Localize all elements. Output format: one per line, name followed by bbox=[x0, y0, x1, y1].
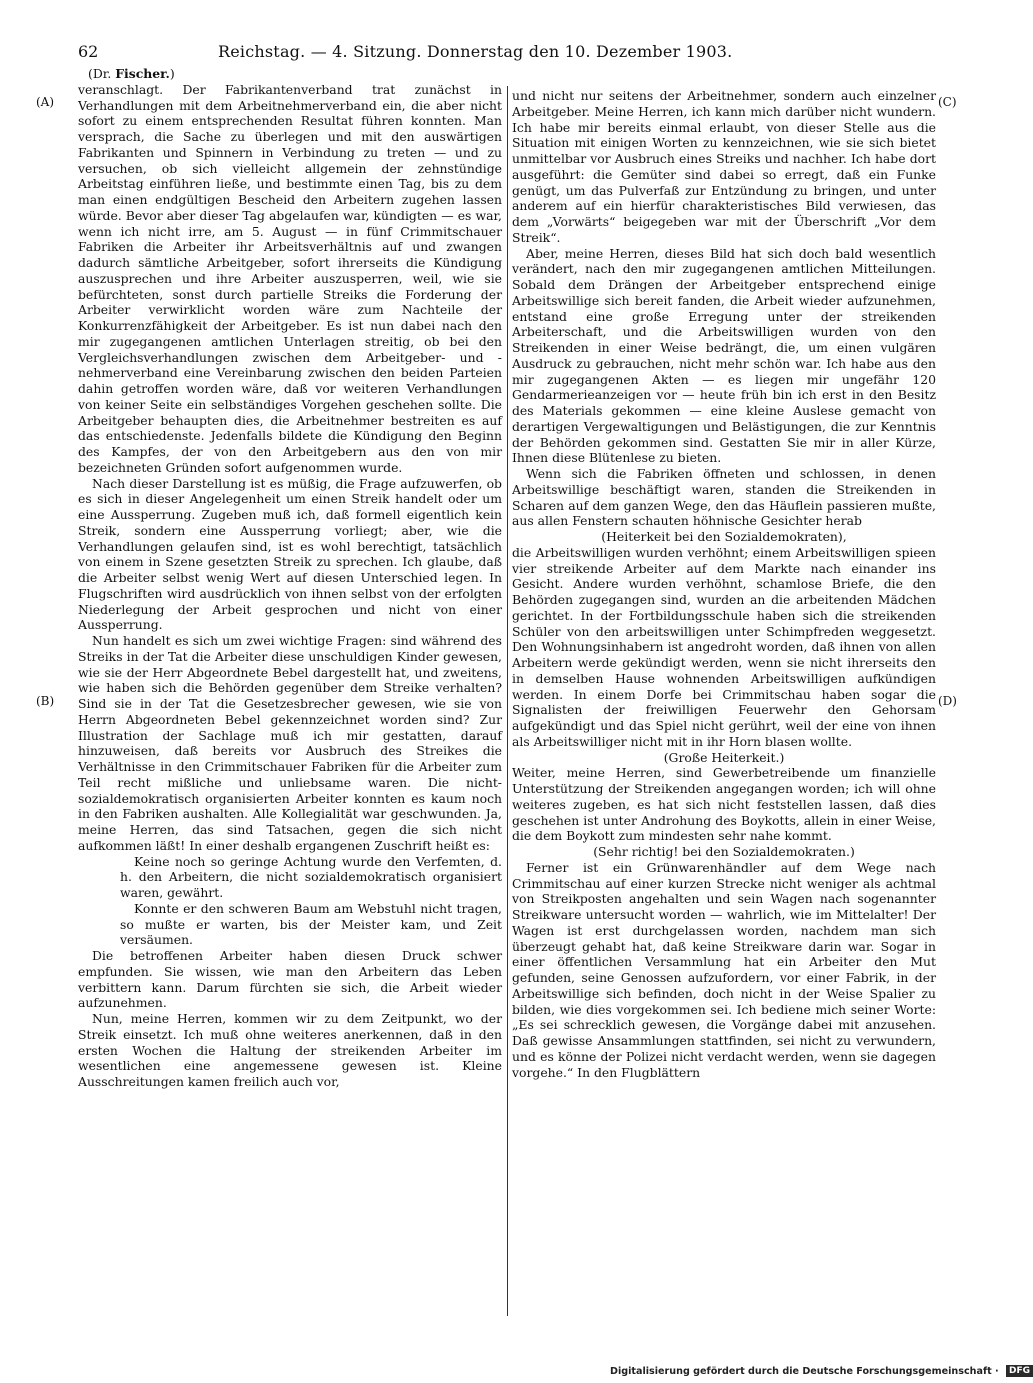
paragraph: Ferner ist ein Grünwarenhändler auf dem Wege nach Crimmitschau auf einer kurzen Strecke nicht weniger als achtmal von Streikposten angehalten und sein Wagen nach sogenannter Streikware untersucht worden — wahrlich, wie im Mittelalter! Der Wagen ist erst durchgelassen worden, nachdem man sich überzeugt gehabt hat, daß keine Streikware darin war. Sogar in einer öffentlichen Versammlung hat ein Arbeiter den Mut gefunden, seine Genossen aufzufordern, vor einer Fabrik, in der Arbeitswillige sich befinden, doch nicht in der Weise Spalier zu bilden, wie dies vorgekommen sei. Ich bediene mich seiner Worte: „Es sei schrecklich gewesen, die Vorgänge dabei mit anzusehen. Daß gewisse Ansammlungen stattfinden, sei nicht zu verwundern, und es könne der Polizei nicht verdacht werden, wenn sie dagegen vorgehe.“ In den Flugblättern bbox=[512, 859, 936, 1080]
margin-marker-d: (D) bbox=[938, 694, 957, 708]
column-divider bbox=[507, 86, 508, 1316]
left-column bbox=[78, 66, 502, 1090]
paragraph: Nun, meine Herren, kommen wir zu dem Zeitpunkt, wo der Streik einsetzt. Ich muß ohne weiteres anerkennen, daß in den ersten Wochen die Haltung der streikenden Arbeiter im wesentlichen eine angemessene gewesen ist. Kleine Ausschreitungen kamen freilich auch vor, bbox=[78, 1011, 502, 1089]
margin-marker-a: (A) bbox=[36, 95, 55, 109]
credit-text: Digitalisierung gefördert durch die Deutsche Forschungsgemeinschaft · bbox=[610, 1366, 999, 1377]
digitization-credit bbox=[610, 1365, 1031, 1379]
paragraph: Nach dieser Darstellung ist es müßig, die Frage aufzuwerfen, ob es sich in dieser Angelegenheit um einen Streik handelt oder um eine Aussperrung. Zugeben muß ich, daß formell eigentlich kein Streik, sondern eine Aussperrung vorliegt; aber, wie die Verhandlungen gelaufen sind, ist es wohl berechtigt, tatsächlich von einem in Szene gesetzten Streik zu sprechen. Ich glaube, daß die Arbeiter selbst wenig Wert auf diesen Unterschied legen. In Flugschriften wird ausdrücklich von ihnen selbst von der erfolgten Niederlegung der Arbeit gesprochen und nicht von einer Aussperrung. bbox=[78, 475, 502, 633]
paragraph: Aber, meine Herren, dieses Bild hat sich doch bald wesentlich verändert, nach den mir zugegangenen amtlichen Mitteilungen. Sobald dem Drängen der Arbeitgeber entsprechend einige Arbeitswillige sich bereit fanden, die Arbeit wieder aufzunehmen, entstand eine große Erregung unter der streikenden Arbeiterschaft, und die Arbeitswilligen wurden von den Streikenden in einer Weise bedrängt, die, um einen vulgären Ausdruck zu gebrauchen, nicht mehr schön war. Ich habe aus den mir zugegangenen Akten — es liegen mir ungefähr 120 Gendarmerieanzeigen vor — heute früh bin ich erst in den Besitz des Materials gekommen — eine kleine Auslese gemacht von derartigen Vergewaltigungen und Belästigungen, die zur Kenntnis der Behörden gekommen sind. Gestatten Sie mir in aller Kürze, Ihnen diese Blütenlese zu bieten. bbox=[512, 245, 936, 466]
interjection: (Heiterkeit bei den Sozialdemokraten), bbox=[601, 529, 847, 544]
margin-marker-c: (C) bbox=[938, 95, 957, 109]
speaker-label: (Dr. Fischer.) bbox=[88, 66, 175, 81]
paragraph: und nicht nur seitens der Arbeitnehmer, sondern auch einzelner Arbeitgeber. Meine Herren, ich kann mich darüber nicht wundern. Ich habe mir bereits einmal erlaubt, von dieser Stelle aus die Situation mit einigen Worten zu kennzeichnen, wie sie sich bietet unmittelbar vor Ausbruch eines Streiks und nachher. Ich habe dort ausgeführt: die Gemüter sind dabei so erregt, daß ein Funke genügt, um das Pulverfaß zur Entzündung zu bringen, und unter anderem auf ein hierfür charakteristisches Bild verwiesen, das dem „Vorwärts“ beigegeben war mit der Überschrift „Vor dem Streik“. bbox=[512, 88, 936, 245]
quotation: Keine noch so geringe Achtung wurde den Verfemten, d. h. den Arbeitern, die nicht sozialdemokratisch organisiert waren, gewährt. bbox=[120, 853, 502, 900]
quotation: Konnte er den schweren Baum am Webstuhl nicht tragen, so mußte er warten, bis der Meister kam, und Zeit versäumen. bbox=[120, 900, 502, 948]
running-head: Reichstag. — 4. Sitzung. Donnerstag den 10. Dezember 1903. bbox=[218, 42, 733, 61]
dfg-logo-icon: DFG bbox=[1006, 1365, 1033, 1377]
margin-marker-b: (B) bbox=[36, 694, 55, 708]
interjection: (Große Heiterkeit.) bbox=[663, 749, 785, 765]
paragraph: Die betroffenen Arbeiter haben diesen Druck schwer empfunden. Sie wissen, wie man den Arbeitern das Leben verbittern kann. Darum fürchten sie sich, die Arbeit wieder aufzunehmen. bbox=[78, 948, 502, 1011]
speaker-name: Fischer. bbox=[115, 66, 170, 81]
paragraph: Nun handelt es sich um zwei wichtige Fragen: sind während des Streiks in der Tat die Arbeiter diese unschuldigen Kinder gewesen, wie sie der Herr Abgeordnete Bebel dargestellt hat, und zweitens, wie haben sich die Behörden gegenüber dem Streike verhalten? Sind sie in der Tat die Gesetzesbrecher gewesen, wie sie von Herrn Abgeordneten Bebel gekennzeichnet worden sind? Zur Illustration der Sachlage muß ich mir gestatten, darauf hinzuweisen, daß bereits vor Ausbruch des Streikes die Verhältnisse in den Crimmitschauer Fabriken für die Arbeiter zum Teil recht mißliche und unliebsame waren. Die nicht-sozialdemokratisch organisierten Arbeiter konnten es kaum noch in den Fabriken aushalten. Alle Kollegialität war geschwunden. Ja, meine Herren, das sind Tatsachen, gegen die sich nicht aufkommen läßt! In einer deshalb ergangenen Zuschrift heißt es: bbox=[78, 633, 502, 853]
paragraph: die Arbeitswilligen wurden verhöhnt; einem Arbeitswilligen spieen vier streikende Arbeiter auf dem Markte nach einander ins Gesicht. Andere wurden verhöhnt, schamlose Briefe, die den Behörden zugegangen sind, wurden an die arbeitenden Mädchen gerichtet. In der Fortbildungsschule haben sich die streikenden Schüler von den arbeitswilligen unter Schimpfreden weggesetzt. Den Wohnungsinhabern ist angedroht worden, daß ihnen von allen Arbeitern werde gekündigt werden, wenn sie nicht ihrerseits den in demselben Hause wohnenden Arbeitswilligen aufkündigen werden. In einem Dorfe bei Crimmitschau haben sogar die Signalisten der freiwilligen Feuerwehr den Gehorsam aufgekündigt und das Spiel nicht gerührt, weil der eine von ihnen als Arbeitswilliger nicht mit in ihr Horn blasen wollte. bbox=[512, 544, 936, 749]
page-number: 62 bbox=[78, 42, 99, 61]
paragraph: Weiter, meine Herren, sind Gewerbetreibende um finanzielle Unterstützung der Streikenden angegangen worden; ich will ohne weiteres zugeben, es hat sich nicht feststellen lassen, daß dies geschehen ist unter Androhung des Boykotts, allein in einer Weise, die dem Boykott zum mindesten sehr nahe kommt. bbox=[512, 765, 936, 844]
right-column bbox=[512, 88, 936, 1080]
interjection: (Sehr richtig! bei den Sozialdemokraten.) bbox=[593, 844, 855, 859]
paragraph: Wenn sich die Fabriken öffneten und schlossen, in denen Arbeitswillige beschäftigt waren, standen die Streikenden in Scharen auf dem ganzen Wege, den das Häuflein passieren mußte, aus allen Fenstern schauten höhnische Gesichter herab bbox=[512, 466, 936, 529]
paragraph: veranschlagt. Der Fabrikantenverband trat zunächst in Verhandlungen mit dem Arbeitnehmerverband ein, die aber nicht sofort zu einem entsprechenden Resultat führen konnten. Man versprach, die Sache zu überlegen und mit den auswärtigen Fabrikanten und Spinnern in Verbindung zu treten — und zu versuchen, ob sich vielleicht allgemein der zehnstündige Arbeitstag einführen ließe, und bestimmte einen Tag, bis zu dem man einen endgültigen Bescheid den Arbeitern zugehen lassen würde. Bevor aber dieser Tag abgelaufen war, kündigten — es war, wenn ich nicht irre, am 5. August — in fünf Crimmitschauer Fabriken die Arbeiter ihr Arbeitsverhältnis auf und zwangen dadurch sämtliche Arbeitgeber, sofort ihrerseits die Kündigung auszusprechen und ihre Arbeiter auszusperren, weil, wie sie befürchteten, sonst durch partielle Streiks die Forderung der Arbeiter verwirklicht worden wäre zum Nachteile der Konkurrenzfähigkeit der Arbeitgeber. Es ist nun dabei nach den mir zugegangenen amtlichen Unterlagen streitig, ob bei den Vergleichsverhandlungen zwischen dem Arbeitgeber- und -nehmerverband eine Vereinbarung zwischen den beiden Parteien dahin getroffen worden wäre, daß vor weiteren Verhandlungen von keiner Seite ein selbständiges Vorgehen geschehen sollte. Die Arbeitgeber behaupten dies, die Arbeitnehmer bestreiten es auf das entschiedenste. Jedenfalls bildete die Kündigung den Beginn des Kampfes, der von den Arbeitgebern aus den von mir bezeichneten Gründen sofort aufgenommen wurde. bbox=[78, 81, 502, 475]
page-header bbox=[78, 40, 936, 64]
